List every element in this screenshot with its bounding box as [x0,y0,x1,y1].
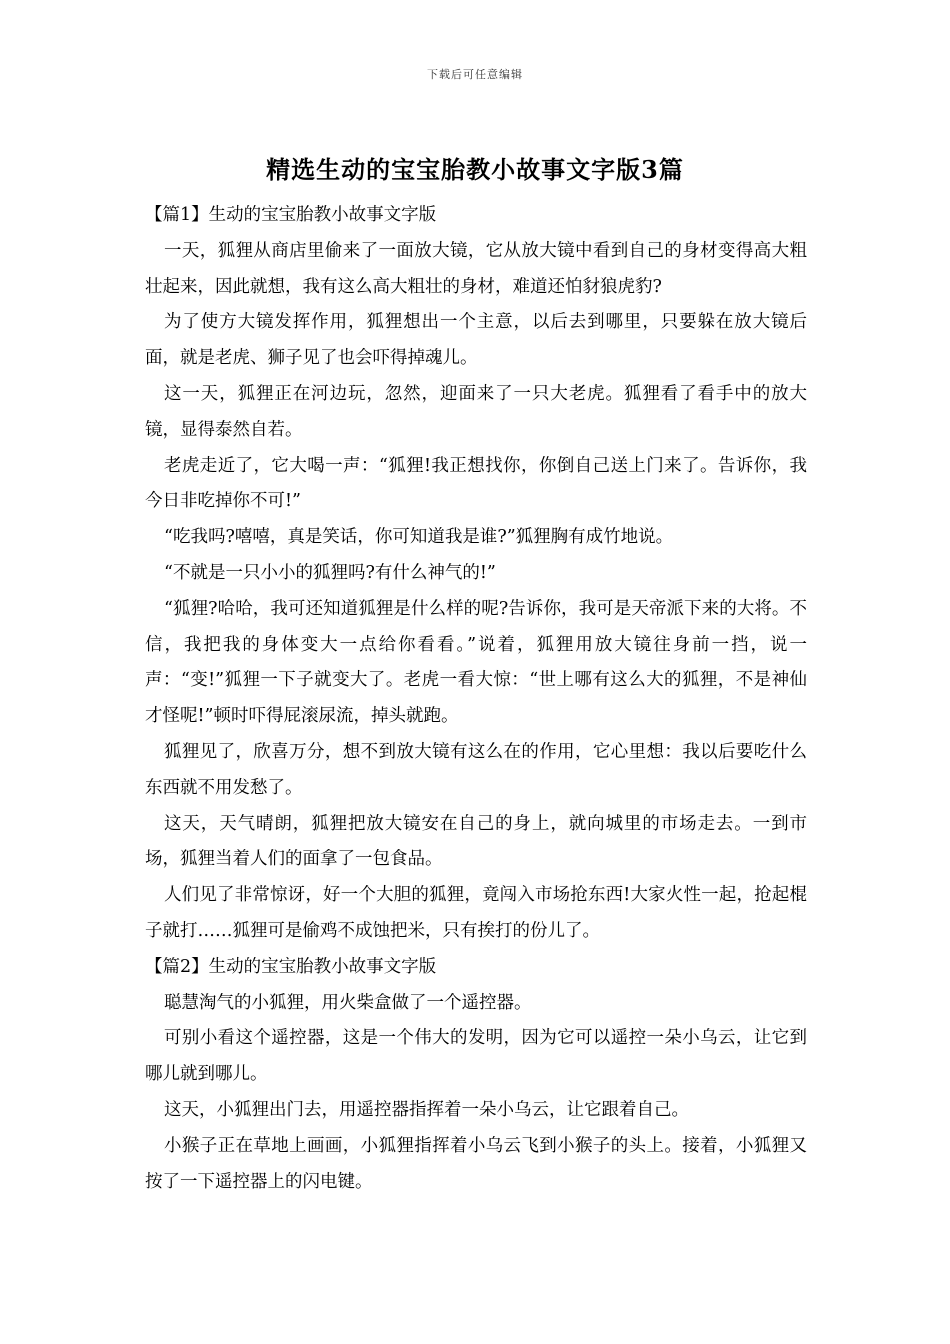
section-heading-2: 【篇2】生动的宝宝胎教小故事文字版 [145,956,437,977]
header-note: 下载后可任意编辑 [427,68,523,81]
paragraph: “吃我吗?嘻嘻，真是笑话，你可知道我是谁?”狐狸胸有成竹地说。 [164,527,674,548]
paragraph: 这天，小狐狸出门去，用遥控器指挥着一朵小乌云，让它跟着自己。 [164,1099,689,1120]
paragraph: 可别小看这个遥控器，这是一个伟大的发明，因为它可以遥控一朵小乌云，让它到哪儿就到哪儿。 [145,1028,807,1085]
paragraph: 小猴子正在草地上画画，小狐狸指挥着小乌云飞到小猴子的头上。接着，小狐狸又按了一下遥控器上的闪电键。 [145,1135,807,1192]
paragraph: 这一天，狐狸正在河边玩，忽然，迎面来了一只大老虎。狐狸看了看手中的放大镜，显得泰然自若。 [145,383,807,440]
paragraph: “不就是一只小小的狐狸吗?有什么神气的!” [164,562,496,583]
paragraph: 人们见了非常惊讶，好一个大胆的狐狸，竟闯入市场抢东西!大家火性一起，抢起棍子就打……狐狸可是偷鸡不成蚀把米，只有挨打的份儿了。 [145,885,807,941]
document-body [145,198,807,1200]
paragraph: 狐狸见了，欣喜万分，想不到放大镜有这么在的作用，它心里想：我以后要吃什么东西就不用发愁了。 [145,741,807,798]
paragraph: 老虎走近了，它大喝一声：“狐狸!我正想找你，你倒自己送上门来了。告诉你，我今日非吃掉你不可!” [145,455,807,512]
document-title: 精选生动的宝宝胎教小故事文字版3篇 [266,155,684,184]
paragraph: 这天，天气晴朗，狐狸把放大镜安在自己的身上，就向城里的市场走去。一到市场，狐狸当着人们的面拿了一包食品。 [145,813,807,870]
paragraph: 一天，狐狸从商店里偷来了一面放大镜，它从放大镜中看到自己的身材变得高大粗壮起来，因此就想，我有这么高大粗壮的身材，难道还怕豺狼虎豹? [145,240,807,297]
section-heading-1: 【篇1】生动的宝宝胎教小故事文字版 [145,205,437,225]
paragraph: 聪慧淘气的小狐狸，用火柴盒做了一个遥控器。 [164,992,532,1013]
paragraph: 为了使方大镜发挥作用，狐狸想出一个主意，以后去到哪里，只要躲在放大镜后面，就是老虎、狮子见了也会吓得掉魂儿。 [145,312,807,369]
paragraph: “狐狸?哈哈，我可还知道狐狸是什么样的呢?告诉你，我可是天帝派下来的大将。不信，我把我的身体变大一点给你看看。”说着，狐狸用放大镜往身前一挡，说一声：“变!”狐狸一下子就变大了。老虎一看大惊：“世上哪有这么大的狐狸，不是神仙才怪呢!”顿时吓得屁滚尿流，掉头就跑。 [145,598,807,727]
